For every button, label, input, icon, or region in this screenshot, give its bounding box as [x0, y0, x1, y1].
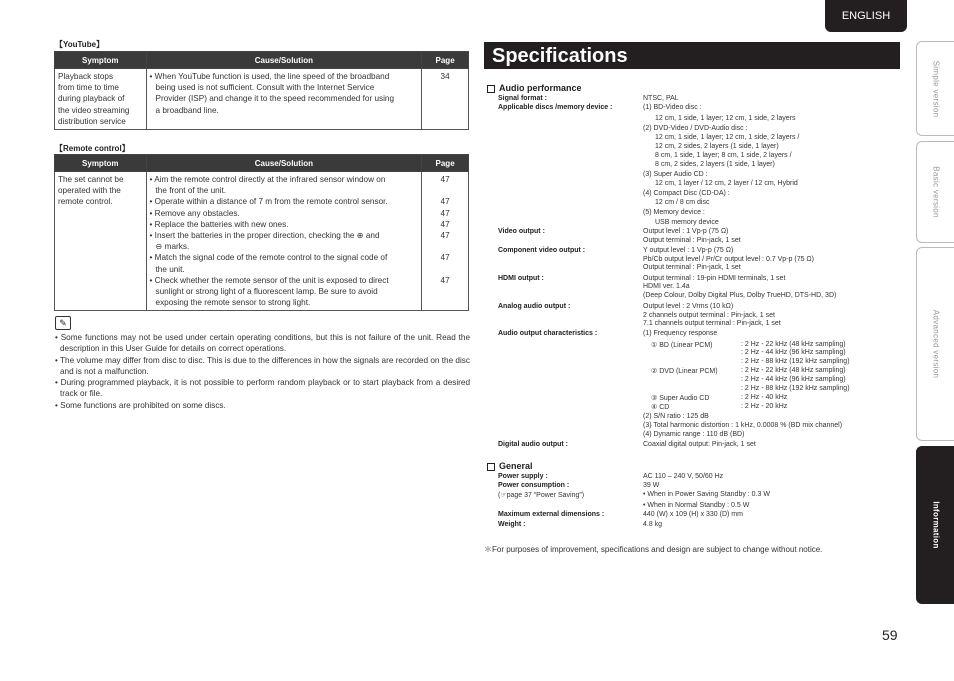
column-header-page: Page [422, 52, 469, 69]
page-ref [425, 264, 465, 275]
solution-line: the unit. [155, 264, 185, 274]
symptom-line: The set cannot be [58, 175, 124, 184]
spec-value: (4) Compact Disc (CD-DA) : [643, 190, 730, 197]
solution-line: • Aim the remote control directly at the infrared sensor window on [149, 175, 386, 184]
asterisk-icon: ＊ [484, 545, 492, 554]
spec-value: ④ CD [651, 404, 670, 411]
spec-value: 4.8 kg [643, 521, 663, 528]
spec-label: Analog audio output : [498, 303, 571, 310]
spec-value: 7.1 channels output terminal : Pin-jack, 1 set [643, 320, 781, 327]
spec-value: Output terminal : 19-pin HDMI terminals, 1 set [643, 275, 786, 282]
solution-line: • Check whether the remote sensor of the unit is exposed to direct [149, 275, 389, 285]
spec-value: (3) Total harmonic distortion : 1 kHz, 0.0008 % (BD mix channel) [643, 422, 843, 429]
symptom-line: remote control. [58, 197, 113, 207]
page-cell [422, 172, 469, 311]
spec-value: Output level : 1 Vp-p (75 Ω) [643, 228, 729, 235]
symptom-line: Playback stops [58, 72, 114, 81]
symptom-line: during playback of [58, 94, 125, 104]
page-ref: 47 [440, 197, 450, 207]
language-tab: ENGLISH [825, 0, 907, 32]
spec-value: USB memory device [655, 219, 719, 226]
spec-value: : 2 Hz - 88 kHz (192 kHz sampling) [741, 358, 850, 365]
symptom-line: distribution service [58, 116, 126, 126]
solution-line: • Operate within a distance of 7 m from the remote control sensor. [149, 197, 388, 207]
spec-value: 12 cm, 1 side, 1 layer; 12 cm, 1 side, 2 layers [655, 115, 796, 122]
solution-line: a broadband line. [155, 105, 219, 115]
page-cell: 34 [422, 69, 469, 130]
tab-basic-version[interactable] [916, 141, 954, 243]
page-ref [425, 286, 465, 297]
spec-value: Output level : 2 Vrms (10 kΩ) [643, 303, 734, 310]
spec-label: HDMI output : [498, 275, 544, 282]
spec-value: Pb/Cb output level / Pr/Cr output level : 0.7 Vp-p (75 Ω) [643, 256, 814, 263]
column-header-page: Page [422, 155, 469, 172]
spec-value: HDMI ver. 1.4a [643, 283, 690, 290]
spec-value: (1) BD-Video disc : [643, 104, 702, 111]
remote-table [54, 154, 469, 311]
solution-cell [146, 172, 422, 311]
spec-value: : 2 Hz - 44 kHz (96 kHz sampling) [741, 376, 846, 383]
symptom-line: operated with the [58, 186, 121, 196]
remote-section-title: 【Remote control】 [55, 144, 130, 153]
page-title: Specifications [484, 42, 900, 69]
tab-label: Information [931, 501, 941, 549]
spec-reference: (☞page 37 “Power Saving”) [498, 492, 585, 499]
page-ref: 47 [440, 253, 450, 263]
spec-label: Digital audio output : [498, 441, 568, 448]
notes-list [55, 332, 470, 411]
spec-value: : 2 Hz - 88 kHz (192 kHz sampling) [741, 385, 850, 392]
column-header-symptom: Symptom [55, 155, 147, 172]
spec-value: ③ Super Audio CD [651, 395, 710, 402]
spec-label: Audio output characteristics : [498, 330, 598, 337]
symptom-cell [55, 69, 147, 130]
tab-label: Basic version [931, 166, 941, 218]
spec-value: 8 cm, 2 sides, 2 layers (1 side, 1 layer) [655, 161, 775, 168]
page-ref [425, 185, 465, 196]
tab-advanced-version[interactable] [916, 247, 954, 441]
pencil-note-icon: ✎ [55, 316, 71, 330]
solution-line: • Replace the batteries with new ones. [149, 219, 289, 229]
spec-label: Signal format : [498, 95, 548, 102]
note-item: • The volume may differ from disc to disc. This is due to the differences in how the signals are recorded on the disc and is not a malfunction. [55, 355, 470, 376]
checkbox-square-icon [487, 85, 495, 93]
spec-value: 8 cm, 1 side, 1 layer; 8 cm, 1 side, 2 layers / [655, 152, 792, 159]
page-ref [425, 297, 465, 308]
solution-line: sunlight or strong light of a fluorescent lamp. Be sure to avoid [155, 287, 378, 297]
spec-value: 2 channels output terminal : Pin-jack, 1 set [643, 312, 775, 319]
solution-line: Provider (ISP) and change it to the speed recommended for using [155, 94, 395, 104]
solution-line: the front of the unit. [155, 186, 227, 196]
solution-line: • Remove any obstacles. [149, 208, 240, 218]
symptom-line: from time to time [58, 83, 119, 93]
general-heading [487, 461, 533, 471]
page-ref [425, 241, 465, 252]
spec-value: • When in Normal Standby : 0.5 W [643, 502, 750, 509]
spec-value: : 2 Hz - 44 kHz (96 kHz sampling) [741, 349, 846, 356]
solution-line: being used is not sufficient. Consult with the Internet Service [155, 83, 375, 93]
spec-label: Component video output : [498, 247, 586, 254]
heading-text: General [499, 461, 533, 471]
page-ref: 47 [440, 275, 450, 285]
youtube-section-title: 【YouTube】 [55, 40, 105, 49]
solution-line: exposing the remote sensor to strong light. [155, 298, 311, 308]
page-ref: 47 [440, 219, 450, 229]
solution-cell [146, 69, 422, 130]
column-header-cause: Cause/Solution [146, 52, 422, 69]
footnote [484, 544, 822, 555]
solution-line: • Insert the batteries in the proper direction, checking the ⊕ and [149, 231, 380, 241]
spec-value: • When in Power Saving Standby : 0.3 W [643, 491, 770, 498]
spec-value: Output terminal : Pin-jack, 1 set [643, 237, 741, 244]
spec-value: ② DVD (Linear PCM) [651, 368, 718, 375]
spec-label: Power consumption : [498, 482, 570, 489]
symptom-cell [55, 172, 147, 311]
column-header-cause: Cause/Solution [146, 155, 422, 172]
spec-value: 39 W [643, 482, 660, 489]
page-ref: 47 [440, 208, 450, 218]
column-header-symptom: Symptom [55, 52, 147, 69]
solution-line: • Match the signal code of the remote control to the signal code of [149, 253, 388, 263]
spec-value: Output terminal : Pin-jack, 1 set [643, 264, 741, 271]
spec-value: (1) Frequency response [643, 330, 718, 337]
solution-line: • When YouTube function is used, the line speed of the broadband [149, 72, 390, 81]
note-item: • Some functions may not be used under certain operating conditions, but this is not failure of the unit. Read the description in this User Guide for details on correct operations. [55, 333, 470, 354]
heading-text: Audio performance [499, 83, 582, 93]
table-row [55, 172, 469, 311]
tab-information[interactable] [916, 446, 954, 604]
spec-value: (2) S/N ratio : 125 dB [643, 413, 709, 420]
spec-value: NTSC, PAL [643, 95, 679, 102]
spec-value: (2) DVD-Video / DVD-Audio disc : [643, 125, 748, 132]
checkbox-square-icon [487, 463, 495, 471]
spec-label: Applicable discs /memory device : [498, 104, 613, 111]
spec-value: Y output level : 1 Vp-p (75 Ω) [643, 247, 734, 254]
spec-value: : 2 Hz - 22 kHz (48 kHz sampling) [741, 341, 846, 348]
spec-label: Power supply : [498, 473, 548, 480]
spec-value: : 2 Hz - 22 kHz (48 kHz sampling) [741, 367, 846, 374]
footnote-text: For purposes of improvement, specifications and design are subject to change without notice. [492, 545, 823, 554]
note-item: • Some functions are prohibited on some discs. [55, 400, 226, 410]
spec-value: (5) Memory device : [643, 209, 705, 216]
spec-value: : 2 Hz - 20 kHz [741, 403, 788, 410]
note-item: • During programmed playback, it is not possible to perform random playback or to start playback from a desired track or file. [55, 378, 470, 399]
spec-value: 12 cm, 1 layer / 12 cm, 2 layer / 12 cm, Hybrid [655, 180, 798, 187]
spec-value: (3) Super Audio CD : [643, 171, 708, 178]
spec-label: Weight : [498, 521, 526, 528]
tab-label: Advanced version [931, 309, 941, 379]
spec-value: (4) Dynamic range : 110 dB (BD) [643, 431, 745, 438]
table-row [55, 69, 469, 130]
spec-label: Maximum external dimensions : [498, 511, 605, 518]
tab-label: Simple version [931, 60, 941, 117]
audio-performance-heading [487, 83, 582, 93]
spec-value: 12 cm, 1 side, 1 layer; 12 cm, 1 side, 2 layers / [655, 134, 800, 141]
spec-label: Video output : [498, 228, 545, 235]
spec-value: : 2 Hz - 40 kHz [741, 394, 788, 401]
spec-value: 12 cm / 8 cm disc [655, 199, 710, 206]
tab-simple-version[interactable] [916, 41, 954, 136]
spec-value: (Deep Colour, Dolby Digital Plus, Dolby TrueHD, DTS-HD, 3D) [643, 292, 837, 299]
spec-value: 12 cm, 2 sides, 2 layers (1 side, 1 layer) [655, 143, 779, 150]
spec-value: 440 (W) x 109 (H) x 330 (D) mm [643, 511, 743, 518]
spec-value: Coaxial digital output: Pin-jack, 1 set [643, 441, 756, 448]
page-number: 59 [882, 627, 898, 643]
spec-value: ① BD (Linear PCM) [651, 342, 713, 349]
symptom-line: the video streaming [58, 105, 130, 115]
page-ref: 47 [440, 175, 450, 184]
youtube-table [54, 51, 469, 130]
page-ref: 47 [440, 231, 450, 241]
solution-line: ⊖ marks. [155, 242, 190, 252]
spec-value: AC 110 – 240 V, 50/60 Hz [643, 473, 724, 480]
